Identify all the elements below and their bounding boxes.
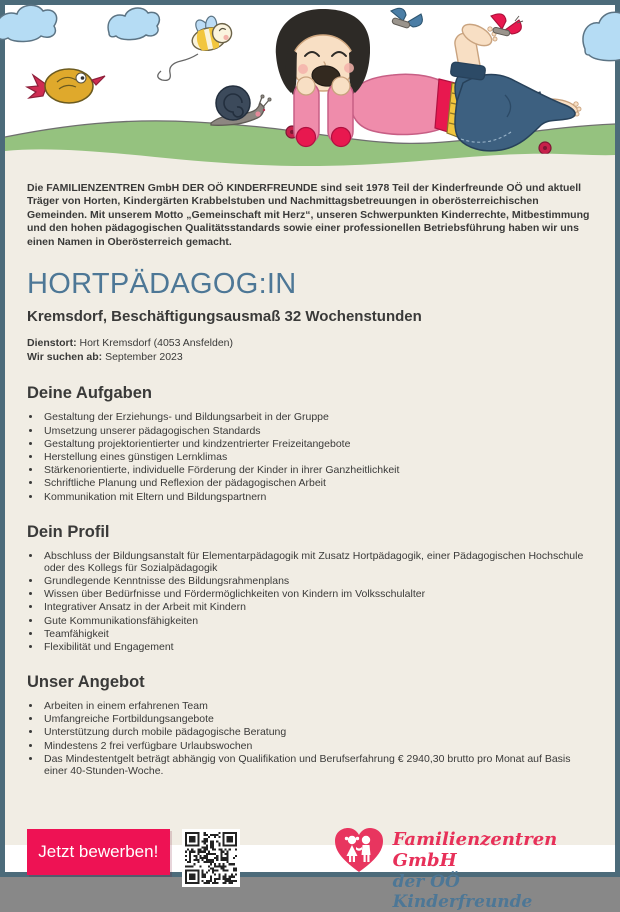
list-item: • Gestaltung der Erziehungs- und Bildungsarbeit in der Gruppe bbox=[42, 411, 593, 423]
list-item: • Arbeiten in einem erfahrenen Team bbox=[42, 700, 593, 712]
job-location-value: Hort Kremsdorf (4053 Ansfelden) bbox=[76, 337, 234, 350]
tasks-list bbox=[27, 411, 593, 502]
list-item: • Abschluss der Bildungsanstalt für Elementarpädagogik mit Zusatz Hortpädagogik, einer Pädagogischen Hochschule oder des Kollegs für Sozialpädagogik bbox=[42, 550, 593, 574]
page-title: HORTPÄDAGOG:IN bbox=[27, 268, 297, 301]
section-heading-tasks: Deine Aufgaben bbox=[27, 384, 152, 403]
list-item: • Integrativer Ansatz in der Arbeit mit Kindern bbox=[42, 601, 593, 613]
apply-button[interactable]: Jetzt bewerben! bbox=[27, 829, 170, 875]
list-item: • Gestaltung projektorientierter und kindzentrierter Freizeitangebote bbox=[42, 438, 593, 450]
list-item: • Wissen über Bedürfnisse und Fördermöglichkeiten von Kindern im Volksschulalter bbox=[42, 588, 593, 600]
job-meta bbox=[27, 337, 593, 364]
list-item: • Mindestens 2 frei verfügbare Urlaubswochen bbox=[42, 740, 593, 752]
section-heading-profile: Dein Profil bbox=[27, 522, 110, 541]
profile-list bbox=[27, 550, 593, 653]
list-item: • Umfangreiche Fortbildungsangebote bbox=[42, 713, 593, 725]
qr-code bbox=[182, 829, 240, 887]
company-intro: Die FAMILIENZENTREN GmbH DER OÖ KINDERFREUNDE sind seit 1978 Teil der Kinderfreunde OÖ und aktuell Träger von Horten, Kindergärten Krabbelstuben und Nachmittagsbetreuungen in oberösterreichischen Gemeinden. Mit unserem Motto „Gemeinschaft mit Herz“, unseren Schwerpunkten Kinderrechte, Mitbestimmung und den hohen pädagogischen Qualitätsstandards sowie einer professionellen Betriebsführung haben wir uns einen Namen in Oberösterreich gemacht. bbox=[27, 182, 590, 248]
company-logo bbox=[334, 827, 593, 912]
heart-children-icon bbox=[334, 827, 384, 874]
logo-line-2: der OÖ Kinderfreunde bbox=[392, 871, 533, 912]
content-area bbox=[5, 170, 615, 912]
offer-list bbox=[27, 700, 593, 777]
list-item: • Flexibilität und Engagement bbox=[42, 641, 593, 653]
list-item: • Gute Kommunikationsfähigkeiten bbox=[42, 615, 593, 627]
header-illustration bbox=[5, 5, 615, 170]
list-item: • Schriftliche Planung und Reflexion der pädagogischen Arbeit bbox=[42, 477, 593, 489]
list-item: • Grundlegende Kenntnisse des Bildungsrahmenplans bbox=[42, 575, 593, 587]
job-start-value: September 2023 bbox=[102, 350, 183, 363]
logo-line-1: Familienzentren GmbH bbox=[392, 829, 558, 872]
job-subtitle: Kremsdorf, Beschäftigungsausmaß 32 Wochenstunden bbox=[27, 308, 422, 326]
list-item: • Kommunikation mit Eltern und Bildungspartnern bbox=[42, 491, 593, 503]
list-item: • Unterstützung durch mobile pädagogische Beratung bbox=[42, 726, 593, 738]
job-location bbox=[27, 337, 593, 351]
list-item: • Das Mindestentgelt beträgt abhängig von Qualifikation und Berufserfahrung € 2940,30 brutto pro Monat auf Basis einer 40-Stunden-Woche. bbox=[42, 753, 593, 777]
list-item: • Umsetzung unserer pädagogischen Standards bbox=[42, 425, 593, 437]
job-start bbox=[27, 351, 593, 365]
list-item: • Herstellung eines günstigen Lernklimas bbox=[42, 451, 593, 463]
list-item: • Stärkenorientierte, individuelle Förderung der Kinder in ihrer Ganzheitlichkeit bbox=[42, 464, 593, 476]
list-item: • Teamfähigkeit bbox=[42, 628, 593, 640]
section-heading-offer: Unser Angebot bbox=[27, 673, 145, 692]
job-location-label: Dienstort: bbox=[27, 337, 77, 350]
logo-text bbox=[393, 827, 593, 912]
job-start-label: Wir suchen ab: bbox=[27, 350, 103, 363]
